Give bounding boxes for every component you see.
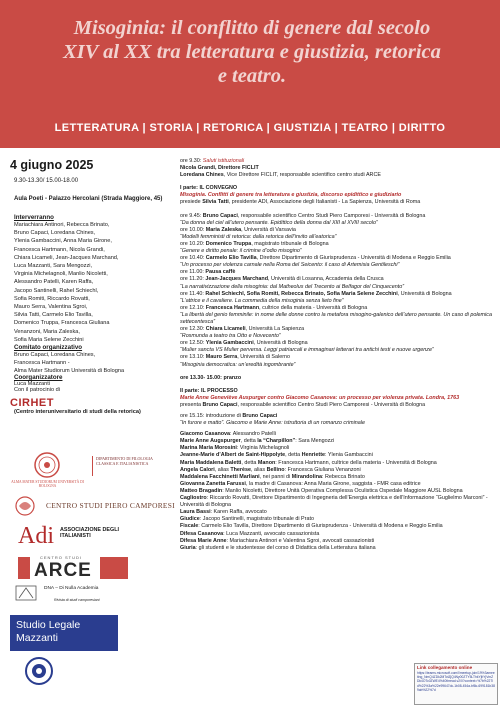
talk-title: “L’attrice e il cavaliere. La commedia della misoginia senza lieto fine” (180, 297, 344, 304)
committee-block (14, 344, 124, 376)
program-text: ore 10.20: (180, 240, 206, 247)
talk-title: “La narrativizzazione della misoginia: dal Matheolus del Trecento ai Belfagor del Cinquecento” (180, 283, 405, 290)
program-text: , nei panni di (259, 473, 292, 480)
program-text: Mirandolina (291, 473, 323, 480)
program-text: Cagliostro (180, 495, 207, 502)
program-text: ore 15.15: introduzione di (180, 413, 243, 419)
talk-row (180, 269, 498, 276)
talk-row (180, 326, 498, 333)
unibo-logo (10, 452, 85, 492)
intro-title: “In furore e matto”. Giacomo e Marie Anne: istruttoria di un romanzo criminale (180, 420, 365, 427)
program-text: : Carmelo Elio Tavilla, Direttore Dipartimento di Giurisprudenza - Università di Modena e Reggio Emilia (198, 523, 443, 530)
camporesi-logo (14, 495, 184, 517)
speaker-line: Ylenia Gambaccini, Anna Maria Girone, (14, 238, 112, 245)
speaker-line: Chiara Licameli, Jean-Jacques Marchand, (14, 254, 119, 261)
coordinator-name: Luca Mazzanti (14, 381, 51, 387)
program-text: : Francesca Hartmann, cultrice della materia - Università di Bologna (275, 459, 437, 466)
program-text: : Jacopo Santinelli, magistrato tribunale di Prato (199, 516, 314, 523)
speaker-line: Venanzoni, Maria Zaleska, (14, 328, 80, 335)
cirhet-logo-text: CIRHET (10, 397, 54, 409)
program-text: Rahel Schiechl, Sofia Romiti, Rebecca Brinato, Sofia Maria Selene Zecchini (205, 290, 398, 297)
program-text: , Vice Direttore FICLIT, responsabile scientifico centro studi ARCE (223, 172, 381, 179)
program-text: Laura Bassi (180, 509, 211, 516)
program-text: : Riccardo Rovatti, Direttore Dipartimento di Ingegneria dell’Energia elettrica e dell’Informazione “Guglielmo Marconi” - Università di Bologna (180, 495, 488, 509)
arce-small-caption: CENTRO STUDI (40, 555, 82, 560)
program-text: , la madre di Casanova: Anna Maria Girone, saggista - FMR casa editrice (245, 480, 421, 487)
program-text: , magistrato tribunale di Bologna (251, 240, 329, 247)
event-date: 4 giugno 2025 (10, 158, 94, 172)
speaker-line: Mauro Serra, Valentina Sgroi, (14, 304, 88, 311)
cast-row (180, 509, 498, 516)
program-text: Maddalena Facchinetti Marliani (180, 473, 260, 480)
dna-subcaption: Rivista di studi camporesiani (54, 598, 100, 602)
cast-row (180, 438, 498, 445)
talk-title: “Da donna del ciel all’utero pensante. Epidittico della donna dal XIII al XVIII secolo” (180, 219, 378, 226)
program-text: Giudice (180, 516, 200, 523)
program-text: : Sara Mengozzi (295, 438, 335, 445)
program-text: ore 12.50: (180, 340, 206, 347)
speaker-line: Luca Mazzanti, Sara Mengozzi, (14, 263, 93, 270)
part2-title: Marie Anne Geneviève Auspurger contro Giacomo Casanova: un processo per violenza privata. Londra, 1763 (180, 394, 460, 401)
talk-title: “Misoginia democratica: un’eredità ingombrante” (180, 361, 296, 368)
talk-title: “Mulier sancta VS Mulier perversa. Leggi patriarcali e immaginari letterari tra antichi testi e nuove urgenze” (180, 347, 434, 354)
cast-row (180, 545, 412, 552)
program-text: ore 11.20: (180, 276, 206, 283)
program-text: Ylenia Gambaccini (205, 340, 254, 347)
event-time: 9.30-13.30/ 15.00-18.00 (14, 178, 79, 184)
speaker-line: Alessandro Patelli, Karen Raffa, (14, 279, 94, 286)
camporesi-caption: CENTRO STUDI PIERO CAMPORESI (46, 501, 175, 510)
program-text: Matteo Bragadin (180, 487, 223, 494)
program-text: ore 12.10: (180, 304, 206, 311)
program-text: , Università di Losanna, Accademia della Crusca (268, 276, 384, 283)
part2-chair (180, 402, 498, 409)
program-text: ore 9.45: (180, 212, 203, 219)
program-text: Saluti istituzionali (202, 158, 245, 164)
program-text: , Università La Sapienza (245, 326, 305, 333)
program-text: Giacomo Casanova (180, 431, 231, 438)
header-banner (0, 0, 500, 148)
unibo-seal-icon (32, 452, 62, 478)
program-text: , presidente ADI, Associazione degli Italianisti - La Sapienza, Università di Roma (228, 199, 421, 206)
cast-row (180, 445, 498, 452)
program-text: Loredana Chines (180, 172, 224, 179)
cast-row (180, 452, 498, 459)
program-text: Difesa Marie Anne (180, 537, 227, 544)
program-text: ore 10.40: (180, 255, 206, 262)
cast-row (180, 516, 498, 523)
talk-title: “Genere e diritto penale: il crimine d’odio misogino” (180, 248, 302, 255)
cast-row (180, 531, 412, 538)
committee-line: Francesca Hartmann - (14, 360, 70, 367)
speaker-line: Domenico Truppa, Francesca Giuliana (14, 320, 110, 327)
ficlit-logo (92, 456, 172, 476)
dna-emblem-icon (14, 584, 38, 602)
program-text: Marie Anne Augspurger (180, 438, 241, 445)
online-link-title: Link collegamento online (417, 665, 473, 670)
speaker-line: Francesca Hartmann, Nicola Grandi, (14, 246, 105, 253)
talk-title: “La libertà del genio femminile: in nome delle donne contro la metafora misogino-galenico dell’utero pensante. Un caso di polemica settecentesca” (180, 311, 492, 325)
program-text: : Alessandro Patelli (230, 431, 276, 438)
program-text: Pausa caffè (205, 269, 236, 276)
ficlit-caption: DIPARTIMENTO DI FILOLOGIA CLASSICA E ITALIANISTICA (96, 456, 153, 466)
talk-row (180, 213, 498, 220)
studio-caption: Studio Legale Mazzanti (16, 619, 81, 644)
speaker-line: Sofia Maria Selene Zecchini (14, 336, 84, 343)
patronage-label: Con il patrocinio di (14, 387, 61, 393)
program-text: : Francesca Giuliana Venanzoni (284, 466, 361, 473)
program-text: , responsabile scientifico Centro Studi Piero Camporesi - Università di Bologna (237, 212, 426, 219)
program-text: ore 10.00: (180, 226, 206, 233)
arce-side-block (100, 557, 128, 579)
page-title: Misoginia: il conflitto di genere dal secolo XIV al XX tra letteratura e giustizia, retorica e teatro. (63, 17, 441, 87)
program-text: Difesa Casanova (180, 530, 224, 537)
program-text: : Karen Raffa, avvocato (210, 509, 267, 516)
event-place: Aula Poeti - Palazzo Hercolani (Strada Maggiore, 45) (14, 196, 163, 202)
camporesi-emblem-icon (14, 495, 36, 517)
arce-mark: ARCE (34, 560, 92, 581)
program-text: Giovanna Zanetta Farussi (180, 480, 246, 487)
online-link-url[interactable]: https://teams.microsoft.com/l/meetup-join/19%3ameeting_NmQ4ZDk2MTctZjQ4Ny00ZTY5LThkYjItYjVmZDk4OTc0ZWE4%40thread.v2/0?context=%7b%22Tid%22%3a%22e99647dc-1b08-454a-bf8c-699181b389ab%22%7d (417, 671, 495, 692)
program-text: : Luca Mazzanti, avvocato cassazionista (223, 530, 320, 537)
program-text: , cultrice della materia - Università di Bologna (259, 304, 368, 311)
cirhet-subtitle: (Centro interuniversitario di studi della retorica) (14, 409, 141, 415)
part1-heading: I parte: IL CONVEGNO (180, 185, 238, 192)
cast-row (180, 481, 498, 488)
program-text: , detta (240, 438, 258, 445)
program-text: Angela Calori (180, 466, 215, 473)
cast-row (180, 467, 498, 474)
program-text: la “Charpillon” (257, 438, 296, 445)
program-text: , Università di Varsavia (241, 226, 296, 233)
arce-logo (18, 555, 128, 583)
part1-chair (180, 199, 498, 206)
dna-caption: DNA – Di Nulla Academia (44, 586, 99, 591)
dna-logo (14, 584, 144, 612)
program-text: Maria Maddalena Baletti (180, 459, 242, 466)
program-text: Carmelo Elio Tavilla (205, 255, 257, 262)
program-text: Mauro Serra (205, 354, 238, 361)
program-text: , responsabile scientifico Centro Studi Piero Camporesi - Università di Bologna (237, 401, 426, 408)
program-text: , detta (241, 459, 258, 466)
program-text: Bruno Capaci (202, 401, 238, 408)
program-text: : Virginia Michelagnoli (236, 445, 290, 452)
program-row (180, 172, 498, 179)
program-text: ore 13.10: (180, 354, 206, 361)
cast-row (180, 460, 498, 467)
talk-row (180, 276, 498, 283)
program-text: Fiscale (180, 523, 199, 530)
program-text: ore 9.30: (180, 158, 203, 164)
talk-title: “Un processo per violenza carnale nella Roma del Seicento: il caso di Artemisia Gentileschi” (180, 262, 400, 269)
talk-row (180, 241, 498, 248)
speakers-block (14, 214, 118, 344)
program-text: presenta (180, 401, 203, 408)
cast-row (180, 523, 498, 530)
program-text: Jeanne-Marie d’Albert de Saint-Hippolyte (180, 452, 286, 459)
program (180, 158, 498, 552)
program-text: Bruno Capaci (202, 212, 238, 219)
talk-row (180, 354, 498, 361)
committee-line: Bruno Capaci, Loredana Chines, (14, 352, 96, 358)
speaker-line: Virginia Michelagnoli, Manlio Nicoletti, (14, 271, 108, 278)
program-text: : Manlio Nicoletti, Direttore Unità Operativa Complessa Oculistica Ospedale Maggiore AUSL Bologna (222, 487, 463, 494)
coordinator-block (14, 374, 62, 393)
program-text: , Università di Bologna (397, 290, 452, 297)
talk-row (180, 305, 498, 312)
program-text: : gli studenti e le studentesse del corso di Didattica della Letteratura italiana (195, 544, 376, 551)
program-text: : Mariachiara Antinori e Valentina Sgroi, avvocati cassazionisti (226, 537, 375, 544)
categories-bar: LETTERATURA | STORIA | RETORICA | GIUSTIZIA | TEATRO | DIRITTO (54, 122, 446, 134)
program-text: , alias (214, 466, 231, 473)
talk-row (180, 255, 498, 262)
program-text: Maria Zaleska (205, 226, 242, 233)
adi-mark: Adi (18, 523, 54, 549)
program-row: Nicola Grandi, Direttore FICLIT (180, 165, 259, 172)
committee-line: Alma Mater Studiorum Università di Bologna (14, 368, 125, 375)
speakers-list (14, 221, 118, 344)
program-text: Marina Maria Morosini (180, 445, 237, 452)
speakers-heading: Interverranno (14, 214, 54, 221)
speaker-line: Silvia Tatti, Carmelo Elio Tavilla, (14, 312, 93, 319)
program-text: presiede (180, 199, 203, 206)
talk-row (180, 340, 498, 347)
program-text: ore 11.00: (180, 269, 206, 276)
program-text: Manon (257, 459, 276, 466)
cast-row (180, 488, 498, 495)
program-text: , Università di Salerno (237, 354, 290, 361)
program-text: : Rebecca Brinato (322, 473, 365, 480)
talk-title: “Modelli femministi di retorica: dalla retorica dell’invito all’eatorica” (180, 233, 337, 240)
program-text: Jean-Jacques Marchand (205, 276, 268, 283)
coordinator-heading: Coorganizzatore (14, 374, 63, 381)
part1-title: Misoginia. Conflitti di genere tra letteratura e giustizia, discorso epidittico e giudiziario (180, 192, 402, 199)
program-text: , detta (285, 452, 302, 459)
cast-row (180, 431, 498, 438)
unibo-caption: ALMA MATER STUDIORUM UNIVERSITÀ DI BOLOGNA (11, 480, 84, 488)
program-text: Domenico Truppa (205, 240, 252, 247)
committee-heading: Comitato organizzativo (14, 344, 83, 351)
program-text: , Direttore Dipartimento di Giurisprudenza - Università di Modena e Reggio Emilia (256, 255, 451, 262)
speaker-line: Mariachiara Antinori, Rebecca Brinato, (14, 222, 110, 228)
program-text: Giuria (180, 544, 196, 551)
program-text: , alias (251, 466, 267, 473)
arce-red-block (18, 557, 30, 579)
cast-row (180, 495, 498, 509)
program-text: Therèse (230, 466, 252, 473)
talk-row (180, 291, 498, 298)
seal-logo (24, 656, 54, 686)
program-text: Henriette (301, 452, 325, 459)
program-text: Chiara Licameli (205, 326, 246, 333)
cast-row (180, 474, 498, 481)
lunch-break: ore 13.30- 15.00: pranzo (180, 374, 242, 381)
intro-row (180, 413, 498, 420)
program-text: Francesca Hartmann (205, 304, 260, 311)
program-text: : Ylenia Gambaccini (325, 452, 373, 459)
adi-logo (18, 523, 128, 553)
program-text: , Università di Bologna (253, 340, 308, 347)
program-row (180, 158, 498, 165)
program-text: Bruno Capaci (242, 413, 278, 419)
program-text: ore 12.30: (180, 326, 206, 333)
speaker-line: Sofia Romiti, Riccardo Rovatti, (14, 295, 90, 302)
online-link-box (414, 663, 498, 705)
cast-row (180, 538, 412, 545)
studio-mazzanti-logo (10, 615, 118, 651)
speaker-line: Bruno Capaci, Loredana Chines, (14, 230, 96, 237)
speaker-line: Jacopo Santinelli, Rahel Schiechl, (14, 287, 99, 294)
seal-icon (24, 656, 54, 686)
talk-title: “Rosmunda a teatro tra Otto e Novecento” (180, 333, 281, 340)
talk-row (180, 227, 498, 234)
program-text: Bellino (266, 466, 285, 473)
part2-heading: II parte: IL PROCESSO (180, 387, 238, 394)
program-text: ore 11.40: (180, 290, 206, 297)
adi-caption: ASSOCIAZIONE DEGLI ITALIANISTI (60, 527, 120, 540)
program-text: Silvia Tatti (202, 199, 229, 206)
